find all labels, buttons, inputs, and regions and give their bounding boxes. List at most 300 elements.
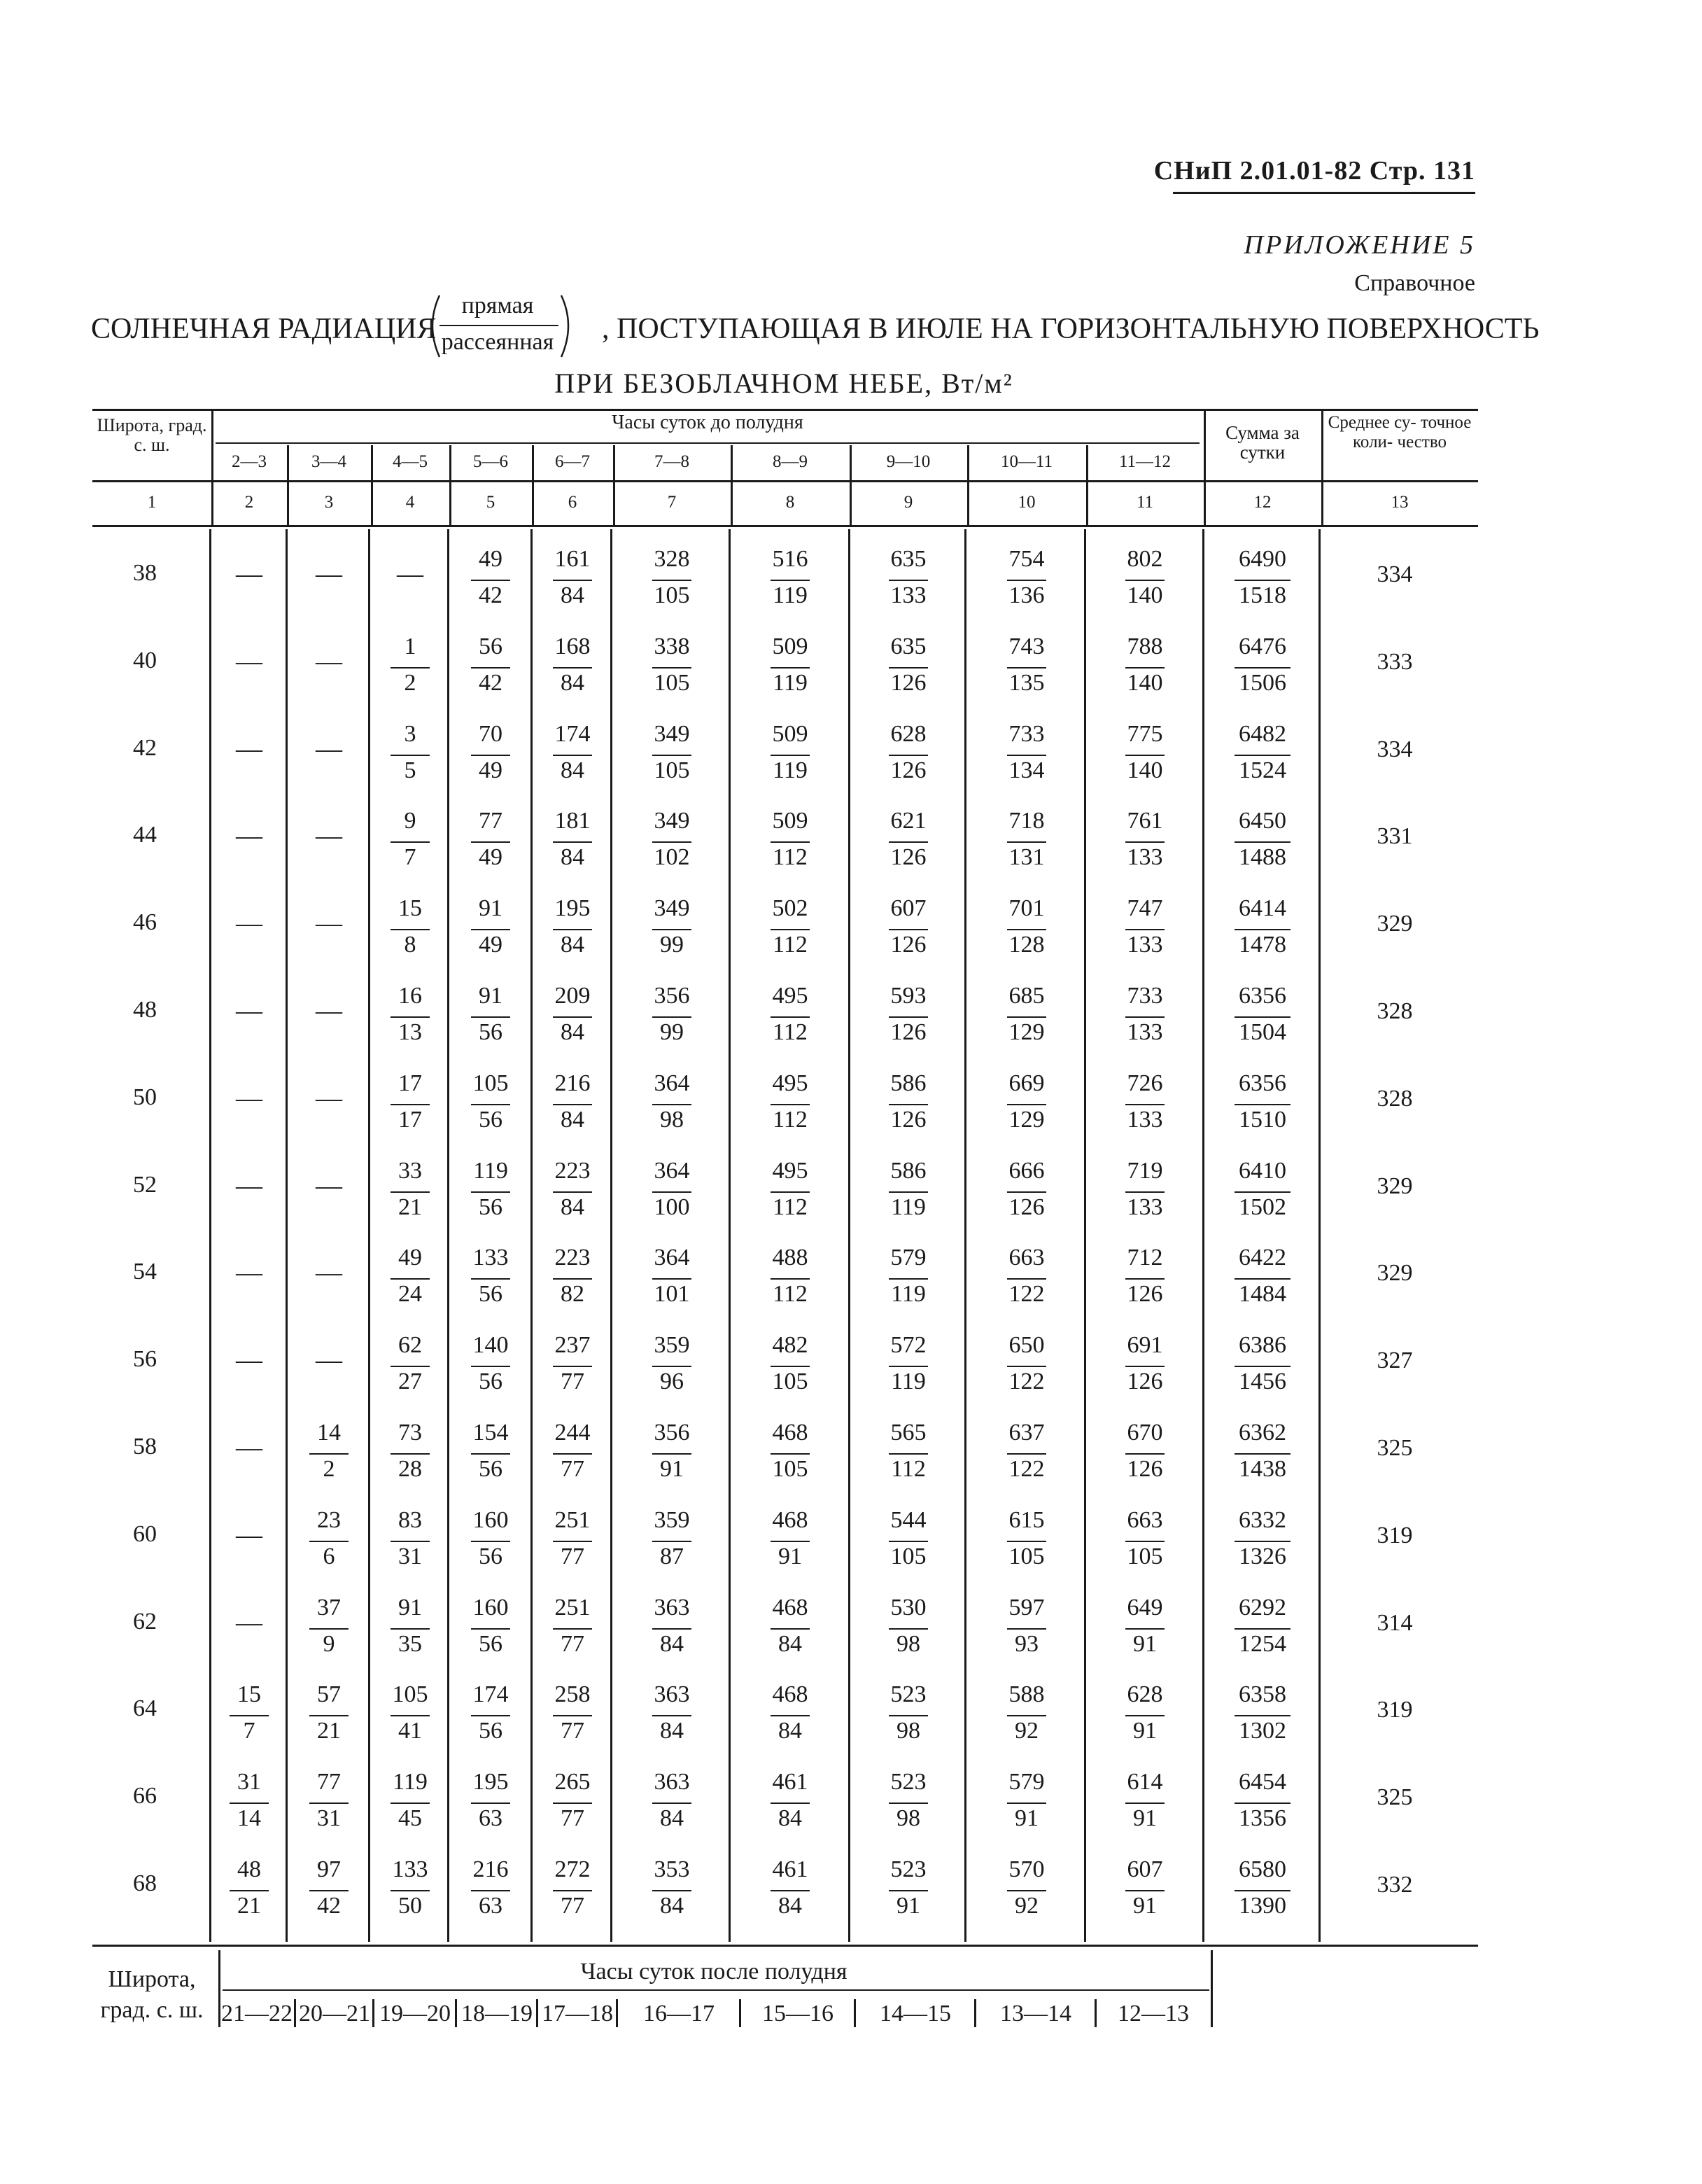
afternoon-hour-header: 21—22 [221,2001,293,2026]
direct-sum: 6362 [1239,1420,1286,1446]
value-cell [532,1851,613,1938]
diffuse-value: 91 [1133,1893,1157,1919]
value-cell [211,1851,287,1938]
value-cell [967,540,1086,627]
diffuse-sum: 1478 [1239,932,1286,958]
diffuse-value: 129 [1008,1107,1045,1133]
fraction-bar [1007,580,1046,581]
fraction-bar [771,929,810,930]
value-cell [613,890,731,976]
diffuse-value: 134 [1008,757,1045,783]
diffuse-value: 84 [660,1805,684,1831]
fraction-bar [471,841,510,843]
empty-dash: — [316,996,342,1026]
table-row [92,890,1478,976]
direct-value: 628 [890,721,927,747]
direct-sum: 6414 [1239,895,1286,921]
direct-value: 91 [479,895,502,921]
direct-value: 468 [772,1595,808,1620]
direct-value: 133 [392,1856,428,1882]
diffuse-value: 131 [1008,844,1045,870]
direct-sum: 6476 [1239,634,1286,659]
value-cell [731,715,850,802]
diffuse-value: 126 [1127,1456,1163,1482]
value-cell [1086,1763,1204,1850]
fraction-bar [1007,1541,1046,1542]
direct-value: 14 [317,1420,341,1446]
direct-value: 712 [1127,1245,1163,1270]
value-cell [449,1851,532,1938]
empty-dash: — [236,1084,262,1113]
diffuse-sum: 1302 [1239,1718,1286,1744]
direct-value: 3 [404,721,416,747]
direct-sum: 6358 [1239,1681,1286,1707]
direct-value: 691 [1127,1332,1163,1358]
diffuse-value: 128 [1008,932,1045,958]
fraction-bar [1235,1366,1290,1367]
diffuse-value: 9 [323,1631,335,1657]
fraction-bar [471,580,510,581]
direct-value: 356 [654,1420,690,1446]
daily-sum-cell [1204,540,1321,627]
diffuse-value: 50 [398,1893,422,1919]
value-cell [211,1676,287,1763]
diffuse-value: 92 [1015,1893,1039,1919]
diffuse-value: 21 [398,1194,422,1220]
direct-value: 495 [772,1070,808,1096]
afternoon-hour-header: 19—20 [379,2001,451,2026]
diffuse-value: 122 [1008,1281,1045,1307]
value-cell [731,802,850,889]
value-cell [967,1851,1086,1938]
value-cell [287,1851,371,1938]
value-cell [371,890,449,976]
fraction-bar [1125,1628,1165,1630]
diffuse-value: 84 [660,1631,684,1657]
daily-sum-cell [1204,628,1321,715]
afternoon-hours-header: Часы суток после полудня [580,1959,848,1984]
fraction-bar [553,1366,592,1367]
value-cell [532,890,613,976]
diffuse-value: 133 [1127,1019,1163,1045]
empty-dash: — [236,647,262,676]
daily-sum-cell [1204,1239,1321,1326]
value-cell [287,1763,371,1850]
diffuse-sum: 1456 [1239,1368,1286,1394]
direct-value: 174 [554,721,591,747]
diffuse-sum: 1510 [1239,1107,1286,1133]
diffuse-value: 112 [773,1194,808,1220]
value-cell [1086,1589,1204,1676]
diffuse-value: 84 [561,757,584,783]
diffuse-value: 31 [317,1805,341,1831]
direct-value: 502 [772,895,808,921]
table-row [92,628,1478,715]
fraction-bar [1125,1802,1165,1804]
diffuse-value: 133 [1127,932,1163,958]
diffuse-value: 119 [773,757,808,783]
fraction-bar [652,1366,691,1367]
fraction-bar [391,1016,430,1018]
direct-value: 733 [1008,721,1045,747]
value-cell [211,802,287,889]
fraction-bar [889,1104,928,1105]
fraction-bar [652,1802,691,1804]
latitude-cell: 62 [133,1609,157,1634]
fraction-bar [1007,1016,1046,1018]
value-cell [449,802,532,889]
fraction-bar [652,1715,691,1716]
direct-value: 733 [1127,983,1163,1009]
value-cell [731,977,850,1064]
direct-value: 718 [1008,808,1045,834]
fraction-bar [553,1104,592,1105]
value-cell [1086,1326,1204,1413]
table-row [92,1065,1478,1152]
direct-value: 663 [1008,1245,1045,1270]
value-cell [613,1589,731,1676]
direct-value: 572 [890,1332,927,1358]
diffuse-value: 126 [1127,1368,1163,1394]
fraction-bar [309,1541,349,1542]
direct-value: 663 [1127,1507,1163,1533]
fraction-bar [471,1715,510,1716]
value-cell [287,890,371,976]
direct-value: 363 [654,1681,690,1707]
daily-average-cell: 329 [1377,911,1413,937]
value-cell [1086,1152,1204,1239]
empty-dash: — [236,1258,262,1287]
direct-value: 349 [654,721,690,747]
value-cell [850,540,967,627]
value-cell [287,540,371,627]
diffuse-value: 91 [1133,1631,1157,1657]
diffuse-value: 126 [890,1019,927,1045]
direct-value: 579 [1008,1769,1045,1795]
table-row [92,977,1478,1064]
value-cell [371,628,449,715]
fraction-bar [652,1453,691,1455]
fraction-bar [471,1802,510,1804]
daily-sum-cell [1204,890,1321,976]
value-cell [1086,977,1204,1064]
fraction-bar [309,1715,349,1716]
direct-sum: 6292 [1239,1595,1286,1620]
direct-sum: 6482 [1239,721,1286,747]
direct-sum: 6450 [1239,808,1286,834]
direct-value: 523 [890,1769,927,1795]
afternoon-hour-header: 12—13 [1118,2001,1189,2026]
fraction-bar [1007,1453,1046,1455]
diffuse-value: 105 [654,757,690,783]
value-cell [613,1851,731,1938]
fraction-bar [471,1016,510,1018]
diffuse-value: 126 [1127,1281,1163,1307]
direct-value: 328 [654,546,690,572]
diffuse-value: 112 [773,932,808,958]
diffuse-value: 91 [778,1544,802,1569]
rule-horizontal [92,409,1478,411]
value-cell [211,540,287,627]
fraction-bar [553,1802,592,1804]
fraction-bar [1125,1890,1165,1891]
direct-value: 91 [479,983,502,1009]
direct-value: 160 [472,1595,509,1620]
value-cell [1086,1502,1204,1588]
empty-dash: — [236,996,262,1026]
table-row [92,1152,1478,1239]
fraction-bar [652,1541,691,1542]
value-cell [371,1763,449,1850]
fraction-bar [652,667,691,668]
value-cell [731,1152,850,1239]
fraction-bar [1125,841,1165,843]
diffuse-value: 133 [1127,844,1163,870]
daily-average-cell: 332 [1377,1872,1413,1898]
value-cell [287,1326,371,1413]
daily-average-cell: 327 [1377,1348,1413,1373]
diffuse-value: 49 [479,932,502,958]
fraction-bar [471,1191,510,1193]
fraction-bar [230,1890,269,1891]
fraction-bar [391,1715,430,1716]
fraction-bar [1235,1715,1290,1716]
value-cell [731,1589,850,1676]
fraction-bar [553,1890,592,1891]
value-cell [613,1065,731,1152]
fraction-bar [553,841,592,843]
fraction-bar [1235,1802,1290,1804]
afternoon-hour-header: 17—18 [542,2001,613,2026]
latitude-cell: 52 [133,1172,157,1198]
direct-value: 628 [1127,1681,1163,1707]
value-cell [613,540,731,627]
value-cell [967,1676,1086,1763]
daily-average-cell: 334 [1377,561,1413,587]
diffuse-value: 27 [398,1368,422,1394]
fraction-bar [1235,1016,1290,1018]
afternoon-hour-header: 18—19 [461,2001,533,2026]
empty-dash: — [316,1258,342,1287]
fraction-bar [1235,580,1290,581]
fraction-bar [309,1802,349,1804]
diffuse-sum: 1484 [1239,1281,1286,1307]
diffuse-value: 84 [561,932,584,958]
diffuse-value: 5 [404,757,416,783]
direct-value: 701 [1008,895,1045,921]
direct-value: 747 [1127,895,1163,921]
fraction-bar [889,1890,928,1891]
direct-value: 544 [890,1507,927,1533]
latitude-cell: 42 [133,735,157,761]
value-cell [1086,1676,1204,1763]
diffuse-value: 112 [891,1456,926,1482]
diffuse-value: 98 [896,1718,920,1744]
direct-sum: 6580 [1239,1856,1286,1882]
direct-value: 359 [654,1507,690,1533]
direct-value: 509 [772,634,808,659]
fraction-bar [391,1453,430,1455]
direct-value: 83 [398,1507,422,1533]
empty-dash: — [316,909,342,938]
fraction-bar [652,1890,691,1891]
direct-value: 509 [772,721,808,747]
fraction-bar [391,1890,430,1891]
diffuse-sum: 1504 [1239,1019,1286,1045]
diffuse-value: 2 [404,670,416,696]
diffuse-value: 133 [1127,1107,1163,1133]
diffuse-value: 84 [778,1718,802,1744]
direct-sum: 6356 [1239,983,1286,1009]
direct-value: 669 [1008,1070,1045,1096]
fraction-bar [471,1541,510,1542]
diffuse-value: 105 [1127,1544,1163,1569]
latitude-cell: 54 [133,1259,157,1284]
value-cell [287,628,371,715]
column-number: 11 [1136,493,1154,512]
diffuse-value: 99 [660,932,684,958]
diffuse-value: 2 [323,1456,335,1482]
daily-average-cell: 331 [1377,823,1413,849]
direct-value: 33 [398,1158,422,1184]
fraction-bar [771,1802,810,1804]
direct-value: 265 [554,1769,591,1795]
diffuse-value: 112 [773,1281,808,1307]
fraction-bar [771,755,810,756]
fraction-bar [889,1278,928,1280]
direct-value: 565 [890,1420,927,1446]
value-cell [613,1326,731,1413]
diffuse-value: 96 [660,1368,684,1394]
fraction-bar [1235,1628,1290,1630]
fraction-bar [1007,1802,1046,1804]
value-cell [449,1326,532,1413]
direct-value: 73 [398,1420,422,1446]
direct-sum: 6332 [1239,1507,1286,1533]
daily-sum-cell [1204,1065,1321,1152]
value-cell [532,1589,613,1676]
fraction-bar [391,1278,430,1280]
diffuse-value: 119 [891,1194,926,1220]
diffuse-sum: 1524 [1239,757,1286,783]
diffuse-value: 126 [890,757,927,783]
value-cell [850,1326,967,1413]
fraction-bar [1125,1016,1165,1018]
fraction-bar [471,1104,510,1105]
value-cell [532,977,613,1064]
table-row [92,1414,1478,1501]
direct-value: 272 [554,1856,591,1882]
direct-value: 16 [398,983,422,1009]
fraction-bar [391,1104,430,1105]
fraction-bar [889,1628,928,1630]
value-cell [850,1851,967,1938]
daily-average-cell: 319 [1377,1697,1413,1723]
fraction-bar [771,1453,810,1455]
value-cell [1086,1414,1204,1501]
diffuse-value: 105 [654,582,690,608]
fraction-bar [652,929,691,930]
value-cell [731,1502,850,1588]
daily-average-cell: 325 [1377,1784,1413,1810]
fraction-bar [771,667,810,668]
direct-value: 168 [554,634,591,659]
table-row [92,802,1478,889]
direct-value: 48 [237,1856,261,1882]
afternoon-hour-header: 20—21 [299,2001,370,2026]
value-cell [371,1414,449,1501]
direct-value: 530 [890,1595,927,1620]
afternoon-hour-header: 14—15 [880,2001,951,2026]
direct-value: 509 [772,808,808,834]
value-cell [731,1851,850,1938]
diffuse-value: 63 [479,1805,502,1831]
fraction-bar [553,1016,592,1018]
direct-value: 62 [398,1332,422,1358]
direct-value: 649 [1127,1595,1163,1620]
value-cell [967,1414,1086,1501]
direct-value: 670 [1127,1420,1163,1446]
fraction-bar [471,929,510,930]
direct-value: 650 [1008,1332,1045,1358]
fraction-bar [391,1366,430,1367]
empty-dash: — [236,1520,262,1550]
rule-horizontal [92,480,1478,482]
empty-dash: — [397,559,423,589]
value-cell [850,1763,967,1850]
empty-dash: — [236,559,262,589]
diffuse-value: 56 [479,1107,502,1133]
diffuse-value: 21 [237,1893,261,1919]
direct-value: 356 [654,983,690,1009]
direct-value: 615 [1008,1507,1045,1533]
daily-average-cell: 328 [1377,1086,1413,1112]
value-cell [967,715,1086,802]
direct-sum: 6410 [1239,1158,1286,1184]
value-cell [371,1502,449,1588]
direct-value: 461 [772,1856,808,1882]
diffuse-value: 84 [561,1019,584,1045]
hour-header: 10—11 [1000,452,1053,471]
value-cell [850,1676,967,1763]
fraction-bar [771,1715,810,1716]
diffuse-value: 100 [654,1194,690,1220]
value-cell [449,890,532,976]
fraction-bar [771,841,810,843]
diffuse-value: 84 [561,670,584,696]
direct-value: 223 [554,1245,591,1270]
diffuse-value: 77 [561,1631,584,1657]
fraction-bar [1235,929,1290,930]
fraction-bar [889,1366,928,1367]
value-cell [371,1239,449,1326]
daily-sum-cell [1204,1414,1321,1501]
diffuse-value: 13 [398,1019,422,1045]
value-cell [371,1589,449,1676]
latitude-cell: 58 [133,1434,157,1460]
value-cell [613,802,731,889]
fraction-bar [471,1890,510,1891]
value-cell [613,628,731,715]
fraction-bar [1125,1278,1165,1280]
value-cell [532,1763,613,1850]
daily-sum-cell [1204,1589,1321,1676]
value-cell [211,1502,287,1588]
reference-label: Справочное [1354,270,1475,296]
diffuse-value: 7 [404,844,416,870]
fraction-bar [771,1016,810,1018]
value-cell [1086,715,1204,802]
